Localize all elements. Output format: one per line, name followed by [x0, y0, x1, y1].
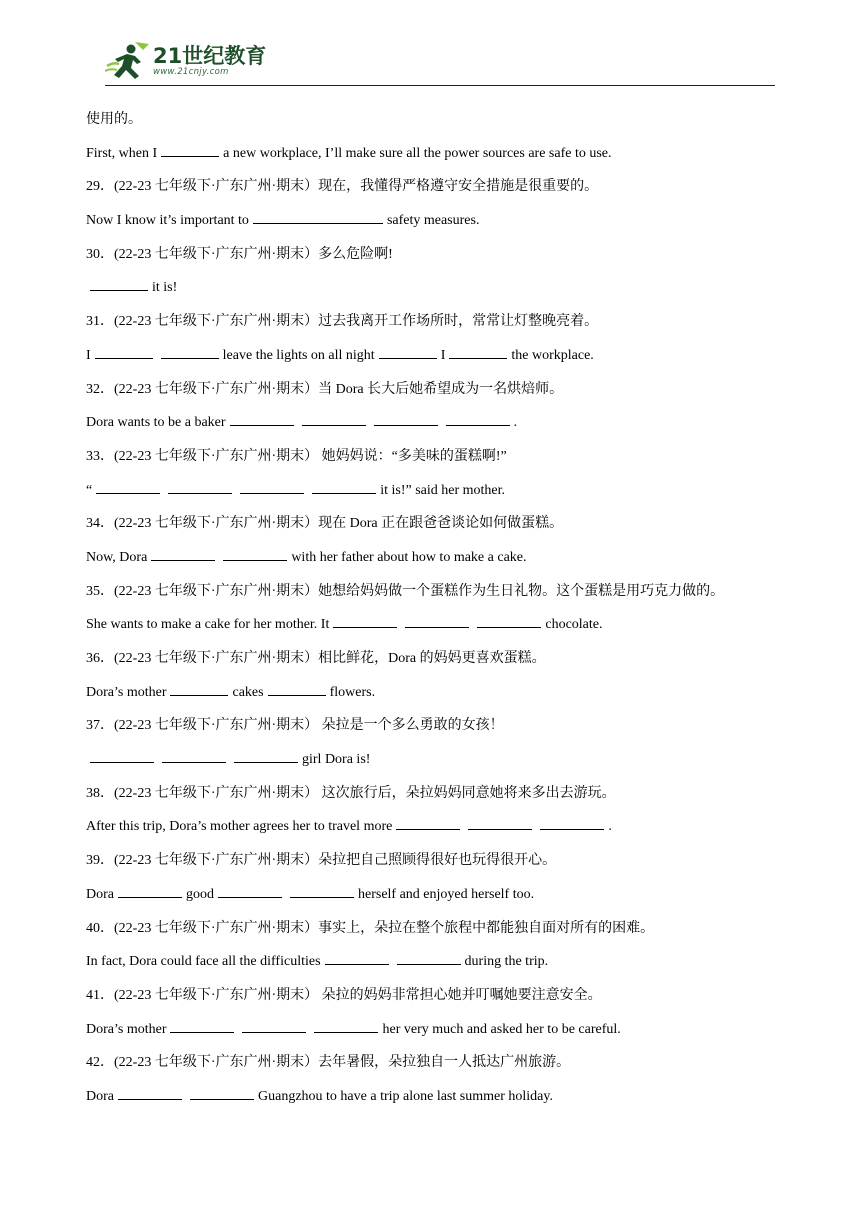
text-line	[86, 108, 786, 142]
line-text: the workplace.	[511, 347, 594, 363]
line-text: Guangzhou to have a trip alone last summer holiday.	[258, 1088, 553, 1104]
answer-blank[interactable]	[170, 1018, 234, 1033]
answer-sentence	[86, 344, 786, 378]
answer-blank[interactable]	[151, 546, 215, 561]
answer-sentence	[86, 681, 786, 715]
answer-blank[interactable]	[302, 411, 366, 426]
answer-blank[interactable]	[396, 815, 460, 830]
line-text: 42．(22-23 七年级下·广东广州·期末）去年暑假，朵拉独自一人抵达广州旅游。	[86, 1055, 571, 1071]
answer-sentence	[86, 142, 786, 176]
answer-blank[interactable]	[190, 1085, 254, 1100]
line-text: flowers.	[329, 684, 376, 700]
answer-sentence	[86, 209, 786, 243]
line-text: Dora’s mother	[86, 684, 167, 700]
logo-text: 21世纪教育	[153, 44, 267, 68]
question-prompt	[86, 647, 786, 681]
answer-blank[interactable]	[312, 479, 376, 494]
answer-blank[interactable]	[168, 479, 232, 494]
answer-blank[interactable]	[118, 1085, 182, 1100]
line-text: 34．(22-23 七年级下·广东广州·期末）现在 Dora 正在跟爸爸谈论如何做蛋糕。	[86, 516, 564, 532]
answer-blank[interactable]	[333, 613, 397, 628]
answer-sentence	[86, 276, 786, 310]
line-text: a new workplace, I’ll make sure all the power sources are safe to use.	[223, 145, 612, 161]
line-text: 33．(22-23 七年级下·广东广州·期末） 她妈妈说：“多美味的蛋糕啊!”	[86, 448, 507, 464]
question-prompt	[86, 782, 786, 816]
answer-blank[interactable]	[234, 748, 298, 763]
exercise-content	[86, 108, 786, 1119]
line-text: I	[86, 347, 91, 363]
answer-blank[interactable]	[446, 411, 510, 426]
answer-blank[interactable]	[290, 883, 354, 898]
answer-sentence	[86, 815, 786, 849]
answer-blank[interactable]	[540, 815, 604, 830]
question-prompt	[86, 849, 786, 883]
line-text: Dora	[86, 886, 114, 902]
question-prompt	[86, 1051, 786, 1085]
line-text: during the trip.	[464, 954, 549, 970]
header-divider	[105, 85, 775, 86]
line-text: 使用的。	[86, 112, 142, 127]
line-text: good	[186, 886, 214, 902]
answer-blank[interactable]	[397, 950, 461, 965]
answer-blank[interactable]	[314, 1018, 378, 1033]
line-text: Dora wants to be a baker	[86, 415, 226, 431]
line-text: 36．(22-23 七年级下·广东广州·期末）相比鲜花，Dora 的妈妈更喜欢蛋糕。	[86, 651, 546, 666]
line-text: 30．(22-23 七年级下·广东广州·期末）多么危险啊!	[86, 246, 393, 262]
line-text: First, when I	[86, 145, 158, 161]
answer-blank[interactable]	[96, 479, 160, 494]
line-text: .	[608, 819, 612, 835]
line-text: 38．(22-23 七年级下·广东广州·期末） 这次旅行后，朵拉妈妈同意她将来多出去游玩。	[86, 785, 616, 801]
answer-blank[interactable]	[161, 344, 219, 359]
answer-blank[interactable]	[379, 344, 437, 359]
line-text: 35．(22-23 七年级下·广东广州·期末）她想给妈妈做一个蛋糕作为生日礼物。这个蛋糕是用巧克力做的。	[86, 583, 725, 599]
answer-blank[interactable]	[118, 883, 182, 898]
line-text: .	[513, 415, 518, 431]
line-text: herself and enjoyed herself too.	[358, 886, 535, 902]
answer-blank[interactable]	[268, 681, 326, 696]
line-text: her very much and asked her to be careful.	[382, 1021, 621, 1037]
page-header	[105, 38, 775, 88]
answer-blank[interactable]	[95, 344, 153, 359]
answer-blank[interactable]	[405, 613, 469, 628]
site-logo	[105, 40, 280, 84]
line-text: She wants to make a cake for her mother. It	[86, 617, 330, 633]
line-text: 40．(22-23 七年级下·广东广州·期末）事实上，朵拉在整个旅程中都能独自面对所有的困难。	[86, 920, 655, 936]
answer-blank[interactable]	[449, 344, 507, 359]
question-prompt	[86, 917, 786, 951]
line-text: “	[86, 482, 93, 498]
answer-blank[interactable]	[240, 479, 304, 494]
line-text: 41．(22-23 七年级下·广东广州·期末） 朵拉的妈妈非常担心她并叮嘱她要注意安全。	[86, 987, 602, 1003]
line-text: I	[440, 347, 446, 363]
question-prompt	[86, 445, 786, 479]
line-text: chocolate.	[545, 617, 603, 633]
line-text: Dora	[86, 1088, 114, 1104]
line-text: leave the lights on all night	[222, 347, 375, 363]
runner-logo-icon	[105, 40, 153, 84]
answer-blank[interactable]	[90, 276, 148, 291]
question-prompt	[86, 310, 786, 344]
answer-sentence	[86, 748, 786, 782]
answer-blank[interactable]	[374, 411, 438, 426]
answer-blank[interactable]	[468, 815, 532, 830]
answer-sentence	[86, 613, 786, 647]
answer-sentence	[86, 1085, 786, 1119]
line-text: 31．(22-23 七年级下·广东广州·期末）过去我离开工作场所时，常常让灯整晚亮着。	[86, 314, 599, 330]
line-text: it is!	[152, 280, 178, 296]
line-text: cakes	[232, 684, 264, 700]
line-text: 39．(22-23 七年级下·广东广州·期末）朵拉把自己照顾得很好也玩得很开心。	[86, 853, 557, 869]
answer-blank[interactable]	[253, 209, 383, 224]
answer-blank[interactable]	[161, 142, 219, 157]
line-text: Now, Dora	[86, 549, 148, 565]
answer-sentence	[86, 546, 786, 580]
line-text: 32．(22-23 七年级下·广东广州·期末）当 Dora 长大后她希望成为一名烘焙师。	[86, 381, 564, 397]
question-prompt	[86, 714, 786, 748]
logo-url: www.21cnjy.com	[153, 67, 229, 77]
question-prompt	[86, 580, 786, 614]
question-prompt	[86, 512, 786, 546]
answer-blank[interactable]	[162, 748, 226, 763]
line-text: In fact, Dora could face all the difficulties	[86, 954, 321, 970]
answer-blank[interactable]	[242, 1018, 306, 1033]
line-text: it is!” said her mother.	[380, 482, 506, 498]
answer-sentence	[86, 1018, 786, 1052]
line-text: 37．(22-23 七年级下·广东广州·期末） 朵拉是一个多么勇敢的女孩！	[86, 718, 504, 734]
answer-blank[interactable]	[170, 681, 228, 696]
answer-blank[interactable]	[325, 950, 389, 965]
line-text: Dora’s mother	[86, 1021, 167, 1037]
line-text: girl Dora is!	[302, 752, 371, 768]
question-prompt	[86, 243, 786, 277]
answer-sentence	[86, 411, 786, 445]
answer-sentence	[86, 883, 786, 917]
answer-blank[interactable]	[218, 883, 282, 898]
line-text: safety measures.	[386, 213, 480, 229]
answer-blank[interactable]	[477, 613, 541, 628]
answer-sentence	[86, 950, 786, 984]
answer-blank[interactable]	[223, 546, 287, 561]
line-text: with her father about how to make a cake.	[291, 549, 527, 565]
question-prompt	[86, 984, 786, 1018]
answer-blank[interactable]	[90, 748, 154, 763]
answer-sentence	[86, 479, 786, 513]
line-text: After this trip, Dora’s mother agrees her to travel more	[86, 819, 393, 835]
line-text: 29．(22-23 七年级下·广东广州·期末）现在，我懂得严格遵守安全措施是很重要的。	[86, 179, 599, 195]
line-text: Now I know it’s important to	[86, 213, 249, 229]
question-prompt	[86, 175, 786, 209]
answer-blank[interactable]	[230, 411, 294, 426]
question-prompt	[86, 378, 786, 412]
